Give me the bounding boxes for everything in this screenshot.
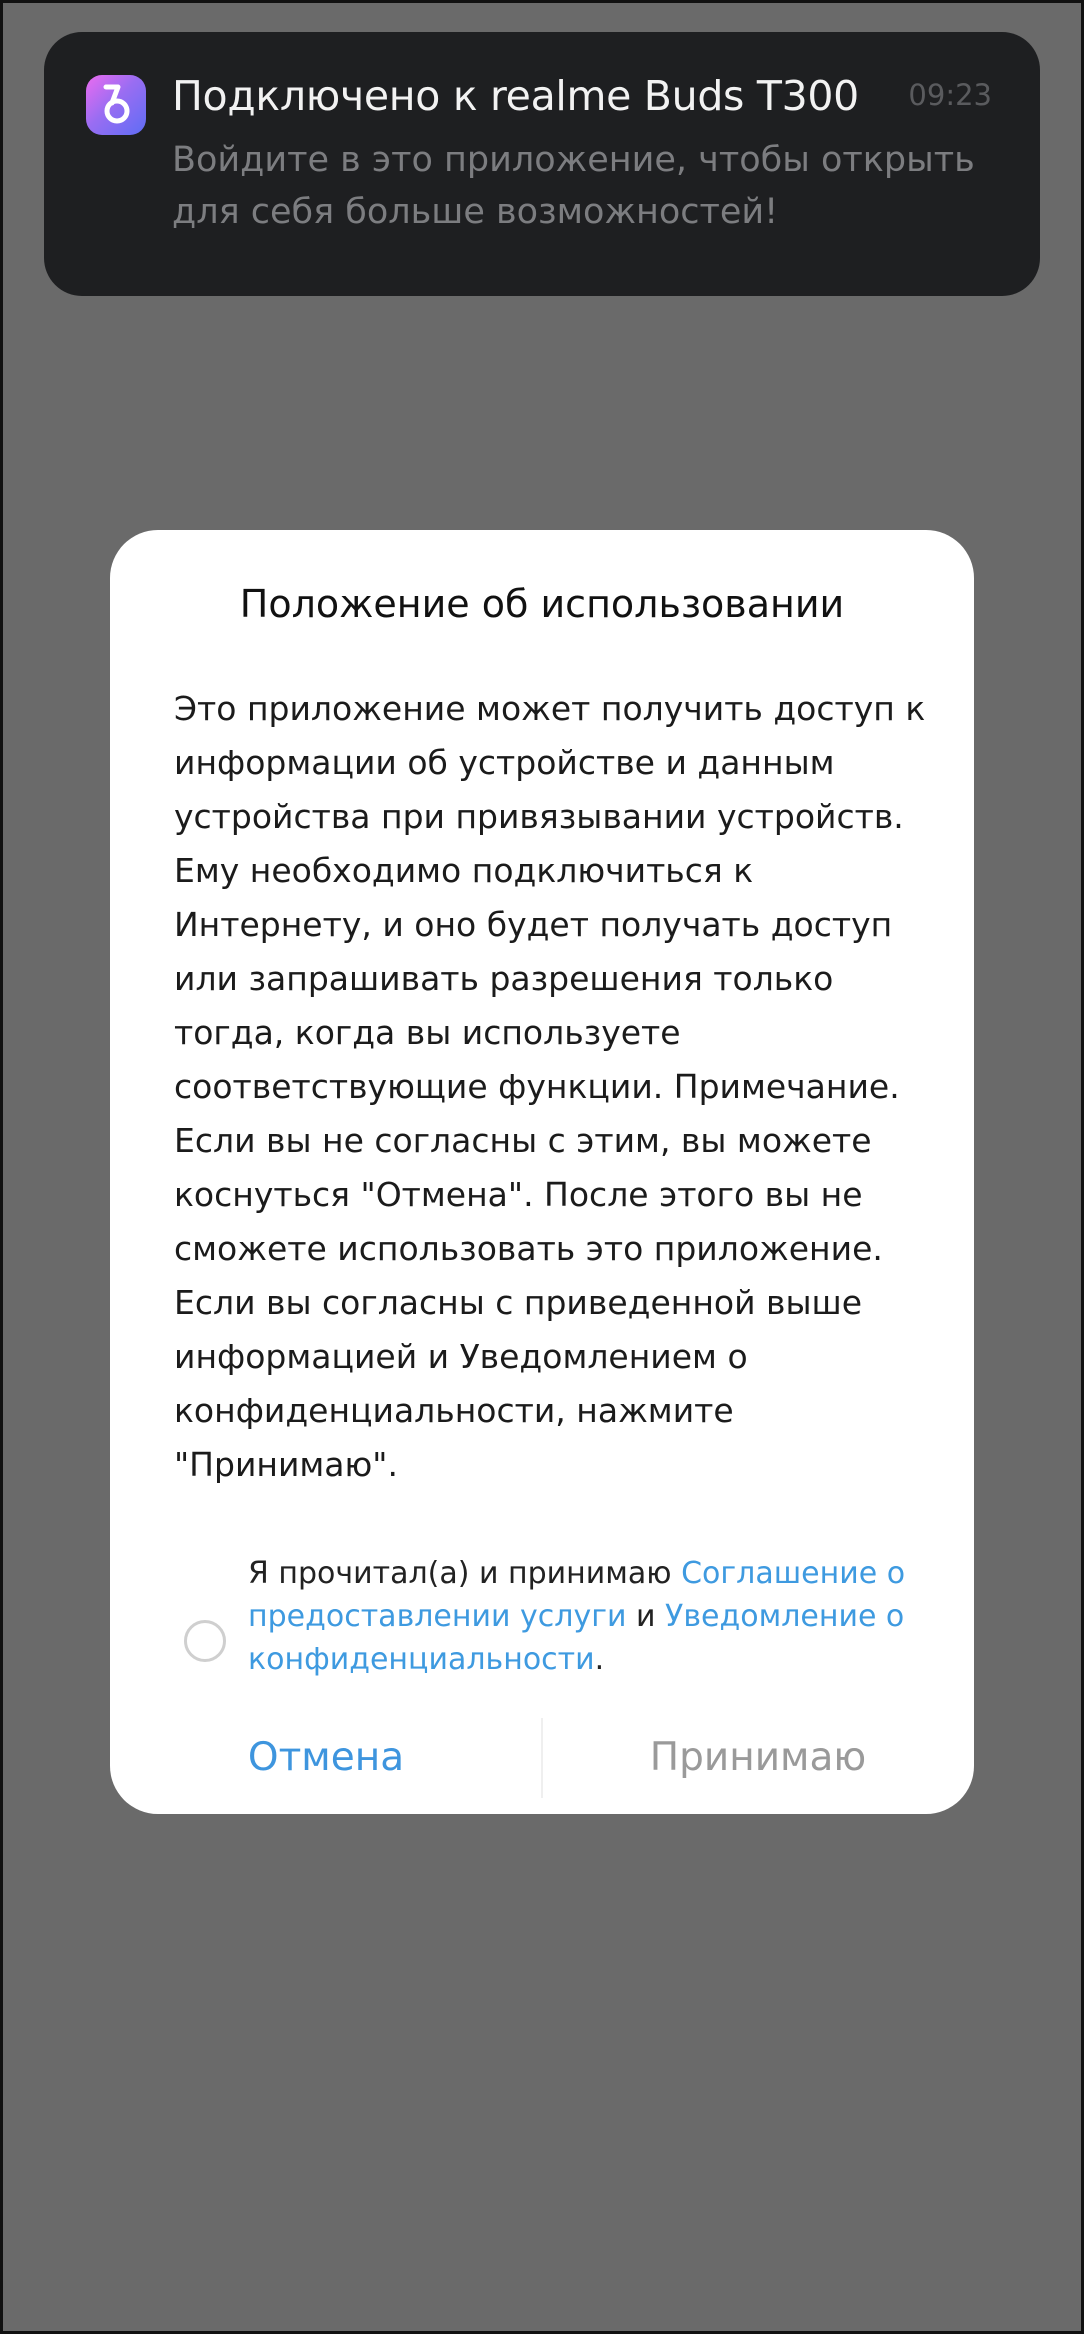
consent-middle: и [626, 1599, 666, 1634]
headphones-app-icon [86, 75, 146, 135]
dialog-body-text: Это приложение может получить доступ к информации об устройстве и данным устройства при привязывании устройств. Ему необходимо подключиться к Интернету, и оно будет получать доступ или запрашивать разрешения только тогда, когда вы используете соответствующие функции. Примечание. Если вы не согласны с этим, вы можете коснуться "Отмена". После этого вы не сможете использовать это приложение. Если вы согласны с приведенной выше информацией и Уведомлением о конфиденциальности, нажмите "Принимаю". [174, 689, 926, 1484]
terms-of-use-dialog [110, 530, 974, 1814]
accept-button[interactable]: Принимаю [649, 1735, 867, 1780]
notification-banner[interactable] [44, 32, 1040, 296]
dialog-body-viewport[interactable] [174, 682, 926, 1544]
service-agreement-link[interactable]: Соглашение о предоставлении услуги [248, 1556, 906, 1634]
notification-time: 09:23 [908, 78, 992, 112]
consent-row [184, 1552, 944, 1702]
dialog-title: Положение об использовании [239, 582, 845, 626]
notification-title: Подключено к realme Buds T300 [172, 72, 859, 120]
privacy-notice-link[interactable]: Уведомление о конфиденциальности [248, 1599, 905, 1677]
consent-text [248, 1552, 948, 1681]
consent-suffix: . [594, 1642, 605, 1677]
notification-body: Войдите в это приложение, чтобы открыть для себя больше возможностей! [172, 140, 975, 232]
consent-prefix: Я прочитал(а) и принимаю [248, 1556, 682, 1591]
cancel-button[interactable]: Отмена [247, 1735, 405, 1780]
consent-checkbox[interactable] [184, 1620, 226, 1662]
